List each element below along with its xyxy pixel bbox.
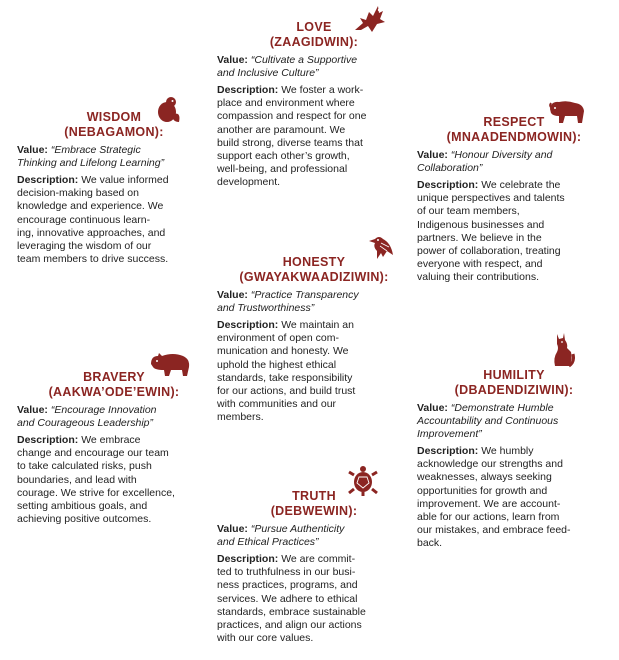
description-line: weaknesses, always seeking (417, 471, 552, 484)
description-line: our mistakes, and embrace feed- (417, 524, 571, 537)
description-label: Description: (417, 179, 479, 191)
value-title-honesty: HONESTY (282, 255, 346, 269)
description-line: We celebrate the (481, 179, 561, 191)
description-line: decision-making based on (17, 187, 139, 200)
description-line: of our team members, (417, 205, 520, 218)
description-line: standards, embrace sustainable (217, 605, 366, 618)
value-heading-wisdom (17, 110, 211, 140)
value-card-love (217, 20, 411, 190)
value-text-line: “Honour Diversity and (450, 149, 553, 161)
description-line: with communities and our (217, 398, 337, 411)
value-description-respect (417, 179, 611, 285)
description-line: environment of open com- (217, 332, 339, 345)
description-line: well-being, and professional (217, 163, 348, 176)
value-translation-respect: (MNAADENDMOWIN): (446, 130, 582, 144)
description-line: encourage continuous learn- (17, 213, 151, 226)
value-translation-wisdom: (NEBAGAMON): (64, 125, 164, 139)
value-description-honesty (217, 319, 411, 425)
value-card-bravery (17, 370, 211, 526)
value-text-line: and Ethical Practices” (217, 536, 319, 548)
description-line: with our core values. (217, 632, 314, 645)
description-line: another are paramount. We (217, 123, 346, 136)
value-title-truth: TRUTH (292, 489, 336, 503)
value-card-humility (417, 368, 611, 551)
value-label: Value: (417, 402, 448, 414)
description-line: We foster a work- (281, 84, 364, 96)
value-statement-bravery (17, 404, 211, 430)
value-title-respect: RESPECT (483, 115, 545, 129)
value-description-truth (217, 553, 411, 645)
description-line: setting ambitious goals, and (17, 500, 148, 513)
description-line: to take calculated risks, push (17, 460, 152, 473)
description-line: We embrace (81, 434, 141, 446)
raven-icon (365, 233, 395, 261)
value-statement-honesty (217, 289, 411, 315)
description-line: ing, innovative approaches, and (17, 226, 166, 239)
value-heading-honesty (217, 255, 411, 285)
value-text-line: Thinking and Lifelong Learning” (17, 157, 165, 169)
wolf-icon (551, 332, 575, 368)
description-line: able for our actions, learn from (417, 511, 560, 524)
description-line: support each other’s growth, (217, 150, 350, 163)
value-label: Value: (217, 54, 248, 66)
description-line: change and encourage our team (17, 447, 169, 460)
description-line: improvement. We are account- (417, 497, 561, 510)
value-text-line: Collaboration” (417, 162, 483, 174)
value-text-line: and Trustworthiness” (217, 302, 315, 314)
description-line: everyone with respect, and (417, 258, 543, 271)
description-label: Description: (17, 434, 79, 446)
value-description-wisdom (17, 174, 211, 266)
description-line: We humbly (481, 445, 534, 457)
description-line: We maintain an (281, 319, 354, 331)
description-line: acknowledge our strengths and (417, 458, 563, 471)
description-line: standards, take responsibility (217, 371, 353, 384)
value-translation-bravery: (AAKWA’ODE’EWIN): (48, 385, 180, 399)
value-text-line: and Courageous Leadership” (17, 417, 154, 429)
value-statement-humility (417, 402, 611, 441)
description-line: development. (217, 176, 281, 189)
description-line: courage. We strive for excellence, (17, 486, 175, 499)
description-line: practices, and align our actions (217, 619, 362, 632)
description-line: for our actions, and build trust (217, 385, 356, 398)
description-line: team members to drive success. (17, 253, 169, 266)
description-line: achieving positive outcomes. (17, 513, 152, 526)
value-text-line: and Inclusive Culture” (217, 67, 319, 79)
value-statement-respect (417, 149, 611, 175)
value-description-love (217, 84, 411, 190)
bear-icon (149, 350, 191, 378)
description-label: Description: (417, 445, 479, 457)
value-text-line: “Pursue Authenticity (250, 523, 345, 535)
description-label: Description: (217, 84, 279, 96)
value-label: Value: (17, 404, 48, 416)
value-description-humility (417, 445, 611, 551)
description-line: members. (217, 411, 264, 424)
description-line: valuing their contributions. (417, 271, 539, 284)
description-line: ted to truthfulness in our busi- (217, 566, 356, 579)
value-card-honesty (217, 255, 411, 425)
value-text-line: “Demonstrate Humble (450, 402, 554, 414)
value-text-line: Improvement” (417, 428, 482, 440)
description-line: opportunities for growth and (417, 484, 548, 497)
value-label: Value: (17, 144, 48, 156)
eagle-icon (353, 4, 387, 34)
description-line: place and environment where (217, 97, 355, 110)
value-label: Value: (217, 523, 248, 535)
description-line: knowledge and experience. We (17, 200, 164, 213)
value-statement-love (217, 54, 411, 80)
description-line: services. We adhere to ethical (217, 592, 358, 605)
description-line: back. (417, 537, 443, 550)
value-translation-truth: (DEBWEWIN): (270, 504, 358, 518)
description-line: partners. We believe in the (417, 231, 542, 244)
value-heading-love (217, 20, 411, 50)
value-text-line: “Cultivate a Supportive (250, 54, 358, 66)
value-statement-truth (217, 523, 411, 549)
value-translation-love: (ZAAGIDWIN): (269, 35, 359, 49)
value-heading-respect (417, 115, 611, 145)
value-title-bravery: BRAVERY (83, 370, 145, 384)
value-title-wisdom: WISDOM (86, 110, 142, 124)
description-line: munication and honesty. We (217, 345, 349, 358)
beaver-icon (155, 96, 181, 124)
description-label: Description: (17, 174, 79, 186)
description-line: power of collaboration, treating (417, 245, 561, 258)
value-card-wisdom (17, 110, 211, 266)
description-line: leveraging the wisdom of our (17, 240, 152, 253)
description-line: We are commit- (281, 553, 356, 565)
value-heading-bravery (17, 370, 211, 400)
turtle-icon (347, 465, 379, 497)
value-heading-humility (417, 368, 611, 398)
value-description-bravery (17, 434, 211, 526)
description-line: ness practices, programs, and (217, 579, 358, 592)
description-line: unique perspectives and talents (417, 192, 565, 205)
description-line: compassion and respect for one (217, 110, 367, 123)
value-translation-humility: (DBADENDIZIWIN): (454, 383, 574, 397)
bison-icon (547, 99, 587, 125)
value-label: Value: (417, 149, 448, 161)
description-line: build strong, diverse teams that (217, 136, 363, 149)
description-line: boundaries, and lead with (17, 473, 137, 486)
description-line: uphold the highest ethical (217, 358, 337, 371)
value-text-line: “Encourage Innovation (50, 404, 157, 416)
value-label: Value: (217, 289, 248, 301)
value-card-truth (217, 489, 411, 645)
description-label: Description: (217, 553, 279, 565)
value-card-respect (417, 115, 611, 285)
value-text-line: “Embrace Strategic (50, 144, 141, 156)
description-line: Indigenous businesses and (417, 218, 545, 231)
value-text-line: “Practice Transparency (250, 289, 359, 301)
value-translation-honesty: (GWAYAKWAADIZIWIN): (239, 270, 389, 284)
value-title-humility: HUMILITY (483, 368, 545, 382)
description-line: We value informed (81, 174, 169, 186)
value-title-love: LOVE (296, 20, 332, 34)
value-statement-wisdom (17, 144, 211, 170)
description-label: Description: (217, 319, 279, 331)
value-heading-truth (217, 489, 411, 519)
value-text-line: Accountability and Continuous (417, 415, 559, 427)
